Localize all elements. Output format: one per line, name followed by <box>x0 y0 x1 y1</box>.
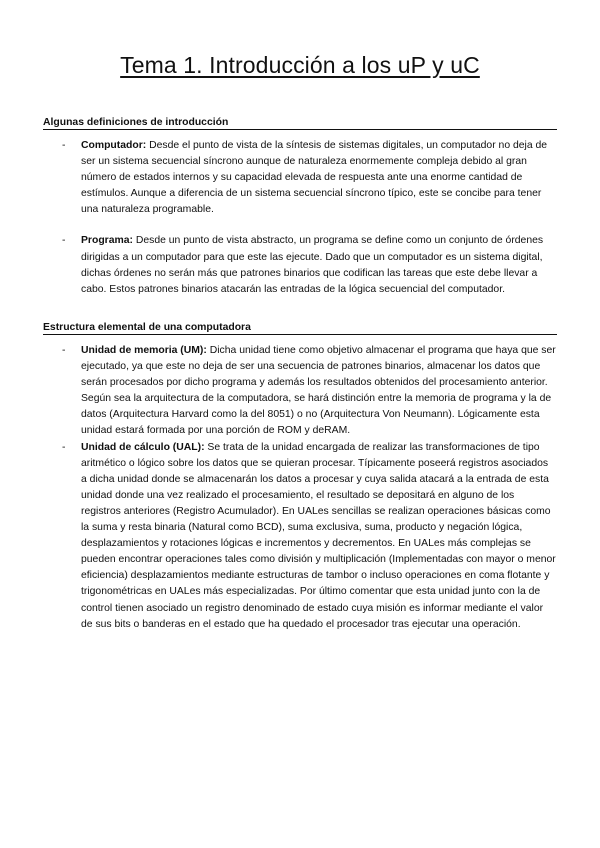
section-heading-estructura: Estructura elemental de una computadora <box>43 321 557 335</box>
list-item-programa <box>0 233 600 297</box>
term-computador: Computador: <box>81 140 147 151</box>
term-programa: Programa: <box>81 235 133 247</box>
page-title: Tema 1. Introducción a los uP y uC <box>120 52 480 78</box>
bullet-dash: - <box>62 345 66 356</box>
estructura-list <box>0 343 600 633</box>
bullet-dash: - <box>62 441 66 453</box>
term-unidad-calculo: Unidad de cálculo (UAL): <box>81 441 205 453</box>
bullet-dash: - <box>62 140 66 151</box>
definition-programa: Desde un punto de vista abstracto, un programa se define como un conjunto de órdenes dirigidas a un computador para que este las ejecute. Dado que un computador es un sistema digital, dichas órdenes no serán más que patrones binarios que codifican las tareas que este debe llevar a cabo. Estos patrones binarios atacarán las entradas de la lógica secuencial del computador. <box>81 235 544 295</box>
definiciones-list <box>0 138 600 298</box>
list-item-unidad-calculo <box>0 440 600 633</box>
list-item-computador <box>0 138 600 218</box>
definition-unidad-calculo: Se trata de la unidad encargada de realizar las transformaciones de tipo aritmético o lógico sobre los datos que se quieran procesar. Típicamente poseerá registros asociados a dicha unidad donde se almacenarán los datos a procesar y cuya salida atacará a la entrada de esta unidad donde una vez realizado el procesamiento, el resultado se depositará en alguno de los registros anteriores (Registro Acumulador). En UALes sencillas se realizan operaciones básicas como la suma y resta binaria (Natural como BCD), suma exclusiva, suma, producto y negación lógica, desplazamientos y rotaciones lógicas e incrementos y decrementos. En UALes más complejas se pueden encontrar operaciones tales como división y multiplicación (Implementadas con mayor o menor eficiencia) desplazamientos mediante estructuras de tambor o incluso operaciones en coma flotante y trigonométricas en UALes más especializadas. Por último comentar que esta unidad junto con la de control tienen asociado un registro denominado de estado cuya misión es informar mediante el valor de sus bits o banderas en el estado que ha quedado el procesador tras ejecutar una operación. <box>81 441 556 630</box>
list-item-unidad-memoria <box>0 343 600 440</box>
definition-unidad-memoria: Dicha unidad tiene como objetivo almacenar el programa que haya que ser ejecutado, ya que este no deja de ser una secuencia de patrones binarios, almacenar los datos que serán procesados por dicho programa y además los resultados obtenidos del procesamiento anterior. Según sea la arquitectura de la computadora, se hará distinción entre la memoria de programa y la de datos (Arquitectura Harvard como la del 8051) o no (Arquitectura Von Neumann). Lógicamente esta unidad estará formada por una porción de ROM y deRAM. <box>81 345 556 437</box>
definition-computador: Desde el punto de vista de la síntesis de sistemas digitales, un computador no deja de ser un sistema secuencial síncrono aunque de naturaleza enormemente compleja debido al gran número de estados internos y su capacidad elevada de respuesta ante una enorme cantidad de estímulos. Aunque a diferencia de un sistema secuencial síncrono típico, este se concibe para tener una naturaleza programable. <box>81 140 548 216</box>
term-unidad-memoria: Unidad de memoria (UM): <box>81 345 207 356</box>
section-heading-definiciones: Algunas definiciones de introducción <box>43 116 557 130</box>
bullet-dash: - <box>62 235 66 247</box>
